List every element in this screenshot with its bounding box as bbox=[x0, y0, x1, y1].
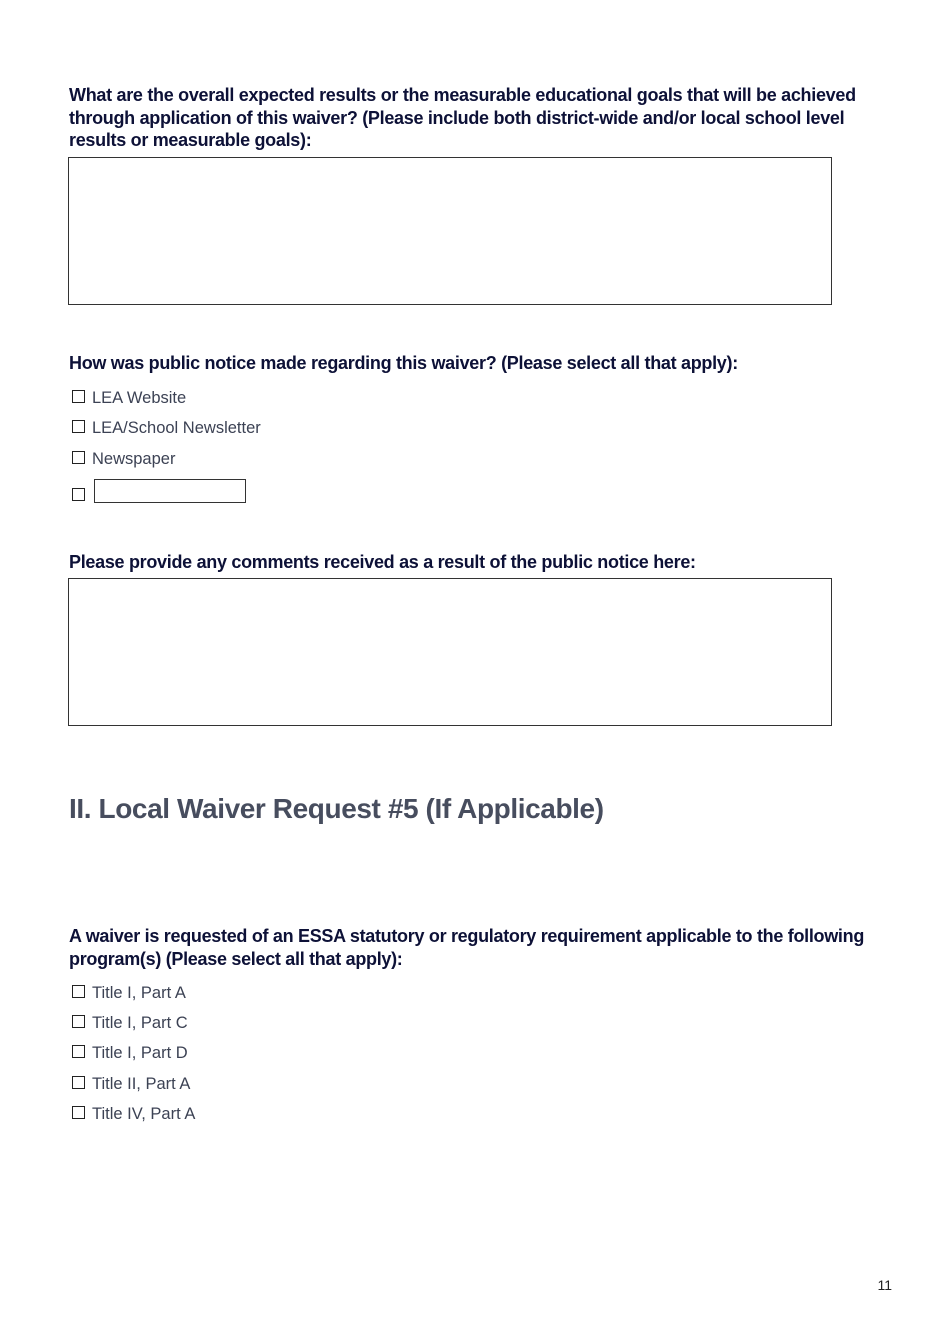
page-number: 11 bbox=[877, 1277, 892, 1293]
checkbox-row-title-ii-part-a[interactable] bbox=[72, 1073, 190, 1095]
public-notice-question: How was public notice made regarding this waiver? (Please select all that apply): bbox=[69, 353, 738, 373]
newspaper-checkbox[interactable] bbox=[72, 451, 85, 464]
checkbox-row-title-i-part-d[interactable] bbox=[72, 1042, 188, 1064]
checkbox-label: LEA Website bbox=[92, 388, 187, 407]
other-checkbox[interactable] bbox=[72, 488, 85, 501]
comments-question: Please provide any comments received as a result of the public notice here: bbox=[69, 552, 696, 572]
programs-question: A waiver is requested of an ESSA statutory or regulatory requirement applicable to the following program(s) (Please select all that apply): bbox=[69, 926, 865, 969]
checkbox-label: Title II, Part A bbox=[92, 1074, 191, 1093]
checkbox-label: Title I, Part A bbox=[92, 983, 186, 1002]
expected-results-question: What are the overall expected results or the measurable educational goals that will be achieved through application of this waiver? (Please include both district-wide and/or local school level results or measurable goals): bbox=[69, 85, 856, 150]
title-iv-part-a-checkbox[interactable] bbox=[72, 1106, 85, 1119]
lea-school-newsletter-checkbox[interactable] bbox=[72, 420, 85, 433]
expected-results-textarea[interactable] bbox=[68, 157, 832, 305]
other-text-input[interactable] bbox=[94, 479, 246, 503]
title-i-part-d-checkbox[interactable] bbox=[72, 1045, 85, 1058]
checkbox-row-title-iv-part-a[interactable] bbox=[72, 1103, 195, 1125]
comments-textarea[interactable] bbox=[68, 578, 832, 726]
lea-website-checkbox[interactable] bbox=[72, 390, 85, 403]
checkbox-row-lea-school-newsletter[interactable] bbox=[72, 417, 261, 439]
checkbox-row-lea-website[interactable] bbox=[72, 387, 186, 409]
checkbox-row-newspaper[interactable] bbox=[72, 448, 175, 470]
section-heading: II. Local Waiver Request #5 (If Applicable) bbox=[69, 793, 604, 824]
title-i-part-a-checkbox[interactable] bbox=[72, 985, 85, 998]
checkbox-row-other[interactable] bbox=[72, 483, 246, 505]
checkbox-label: LEA/School Newsletter bbox=[92, 418, 261, 437]
checkbox-row-title-i-part-c[interactable] bbox=[72, 1012, 188, 1034]
title-ii-part-a-checkbox[interactable] bbox=[72, 1076, 85, 1089]
checkbox-label: Title IV, Part A bbox=[92, 1104, 196, 1123]
checkbox-label: Title I, Part D bbox=[92, 1043, 188, 1062]
checkbox-label: Newspaper bbox=[92, 449, 176, 468]
checkbox-row-title-i-part-a[interactable] bbox=[72, 982, 186, 1004]
title-i-part-c-checkbox[interactable] bbox=[72, 1015, 85, 1028]
checkbox-label: Title I, Part C bbox=[92, 1013, 188, 1032]
